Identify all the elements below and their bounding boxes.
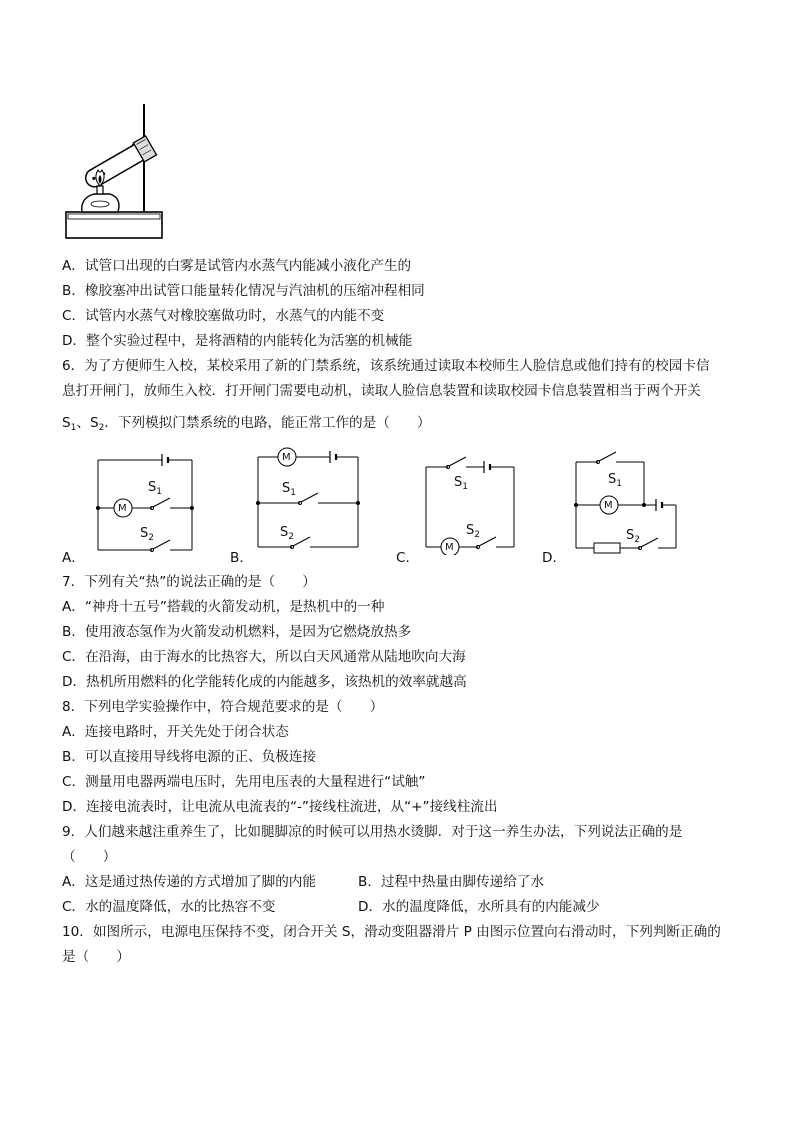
circuit-b xyxy=(250,447,365,555)
switch-s1-sub: 1 xyxy=(70,423,77,433)
s-sub: 2 xyxy=(148,533,154,543)
circuit-d-label: D． xyxy=(542,550,567,566)
s1-label xyxy=(454,475,468,495)
q5-option-a: A．试管口出现的白雾是试管内水蒸气内能减小液化产生的 xyxy=(62,258,412,274)
s-sub: 2 xyxy=(634,535,640,545)
q7-option-b: B．使用液态氢作为火箭发动机燃料，是因为它燃烧放热多 xyxy=(62,624,412,640)
q10-stem-line1: 10．如图所示，电源电压保持不变，闭合开关 S，滑动变阻器滑片 P 由图示位置向右滑动时，下列判断正确的 xyxy=(62,924,721,940)
circuit-a-label: A． xyxy=(62,550,85,566)
motor-m-label: M xyxy=(118,503,127,514)
circuit-b-label: B． xyxy=(230,550,253,566)
s-sub: 1 xyxy=(616,479,622,489)
q8-option-c: C．测量用电器两端电压时，先用电压表的大量程进行“试触” xyxy=(62,774,426,790)
s-letter: S xyxy=(282,481,291,496)
s-sub: 1 xyxy=(290,488,296,498)
motor-m-label: M xyxy=(282,452,291,463)
q6-stem-line3 xyxy=(62,414,431,437)
q5-option-c: C．试管内水蒸气对橡胶塞做功时，水蒸气的内能不变 xyxy=(62,308,385,324)
q5-option-d: D．整个实验过程中，是将酒精的内能转化为活塞的机械能 xyxy=(62,333,413,349)
s-letter: S xyxy=(140,526,149,541)
switch-s2-label: 、S xyxy=(76,415,99,431)
apparatus-drawing xyxy=(60,100,170,242)
q9-option-b: B．过程中热量由脚传递给了水 xyxy=(358,874,545,890)
s-letter: S xyxy=(148,480,157,495)
test-tube-apparatus-figure xyxy=(60,100,170,242)
circuit-a xyxy=(90,450,200,555)
s-sub: 1 xyxy=(156,487,162,497)
q5-option-b: B．橡胶塞冲出试管口能量转化情况与汽油机的压缩冲程相同 xyxy=(62,283,425,299)
s-letter: S xyxy=(608,472,617,487)
s2-label xyxy=(280,525,294,545)
s-letter: S xyxy=(466,523,475,538)
circuit-c xyxy=(418,455,523,555)
switch-s2-sub: 2 xyxy=(98,423,105,433)
s-sub: 1 xyxy=(462,482,468,492)
s2-label xyxy=(626,528,640,548)
q9-option-d: D．水的温度降低，水所具有的内能减少 xyxy=(358,899,600,915)
q8-option-d: D．连接电流表时，让电流从电流表的“-”接线柱流进，从“+”接线柱流出 xyxy=(62,799,498,815)
q10-stem-line2: 是（ ） xyxy=(62,949,130,965)
motor-m-label: M xyxy=(445,542,454,553)
q6-stem-line1: 6．为了方便师生入校，某校采用了新的门禁系统，该系统通过读取本校师生人脸信息或他们持有的校园卡信 xyxy=(62,358,710,374)
q9-option-c: C．水的温度降低，水的比热容不变 xyxy=(62,899,276,915)
switch-s1-label: S xyxy=(62,415,71,431)
s1-label xyxy=(608,472,622,492)
s-sub: 2 xyxy=(288,532,294,542)
q8-stem: 8．下列电学实验操作中，符合规范要求的是（ ） xyxy=(62,699,384,715)
s-letter: S xyxy=(280,525,289,540)
q7-option-c: C．在沿海，由于海水的比热容大，所以白天风通常从陆地吹向大海 xyxy=(62,649,466,665)
circuit-c-label: C． xyxy=(396,550,420,566)
q8-option-b: B．可以直接用导线将电源的正、负极连接 xyxy=(62,749,317,765)
q7-option-a: A．“神舟十五号”搭载的火箭发动机，是热机中的一种 xyxy=(62,599,385,615)
q9-answer-paren: （ ） xyxy=(62,849,117,865)
q8-option-a: A．连接电路时，开关先处于闭合状态 xyxy=(62,724,289,740)
q7-stem: 7．下列有关“热”的说法正确的是（ ） xyxy=(62,574,316,590)
motor-m-label: M xyxy=(604,500,613,511)
q9-option-a: A．这是通过热传递的方式增加了脚的内能 xyxy=(62,874,316,890)
q6-stem-line2: 息打开闸门，放师生入校．打开闸门需要电动机，读取人脸信息装置和读取校园卡信息装置相当于两个开关 xyxy=(62,383,701,399)
s-sub: 2 xyxy=(474,530,480,540)
circuit-d xyxy=(568,450,683,555)
q7-option-d: D．热机所用燃料的化学能转化成的内能越多，该热机的效率就越高 xyxy=(62,674,467,690)
s2-label xyxy=(140,526,154,546)
s-letter: S xyxy=(626,528,635,543)
q6-stem-rest: ．下列模拟门禁系统的电路，能正常工作的是（ ） xyxy=(104,415,431,431)
s1-label xyxy=(148,480,162,500)
s1-label xyxy=(282,481,296,501)
q9-stem: 9．人们越来越注重养生了，比如腿脚凉的时候可以用热水烫脚．对于这一养生办法，下列说法正确的是 xyxy=(62,824,683,840)
s-letter: S xyxy=(454,475,463,490)
s2-label xyxy=(466,523,480,543)
